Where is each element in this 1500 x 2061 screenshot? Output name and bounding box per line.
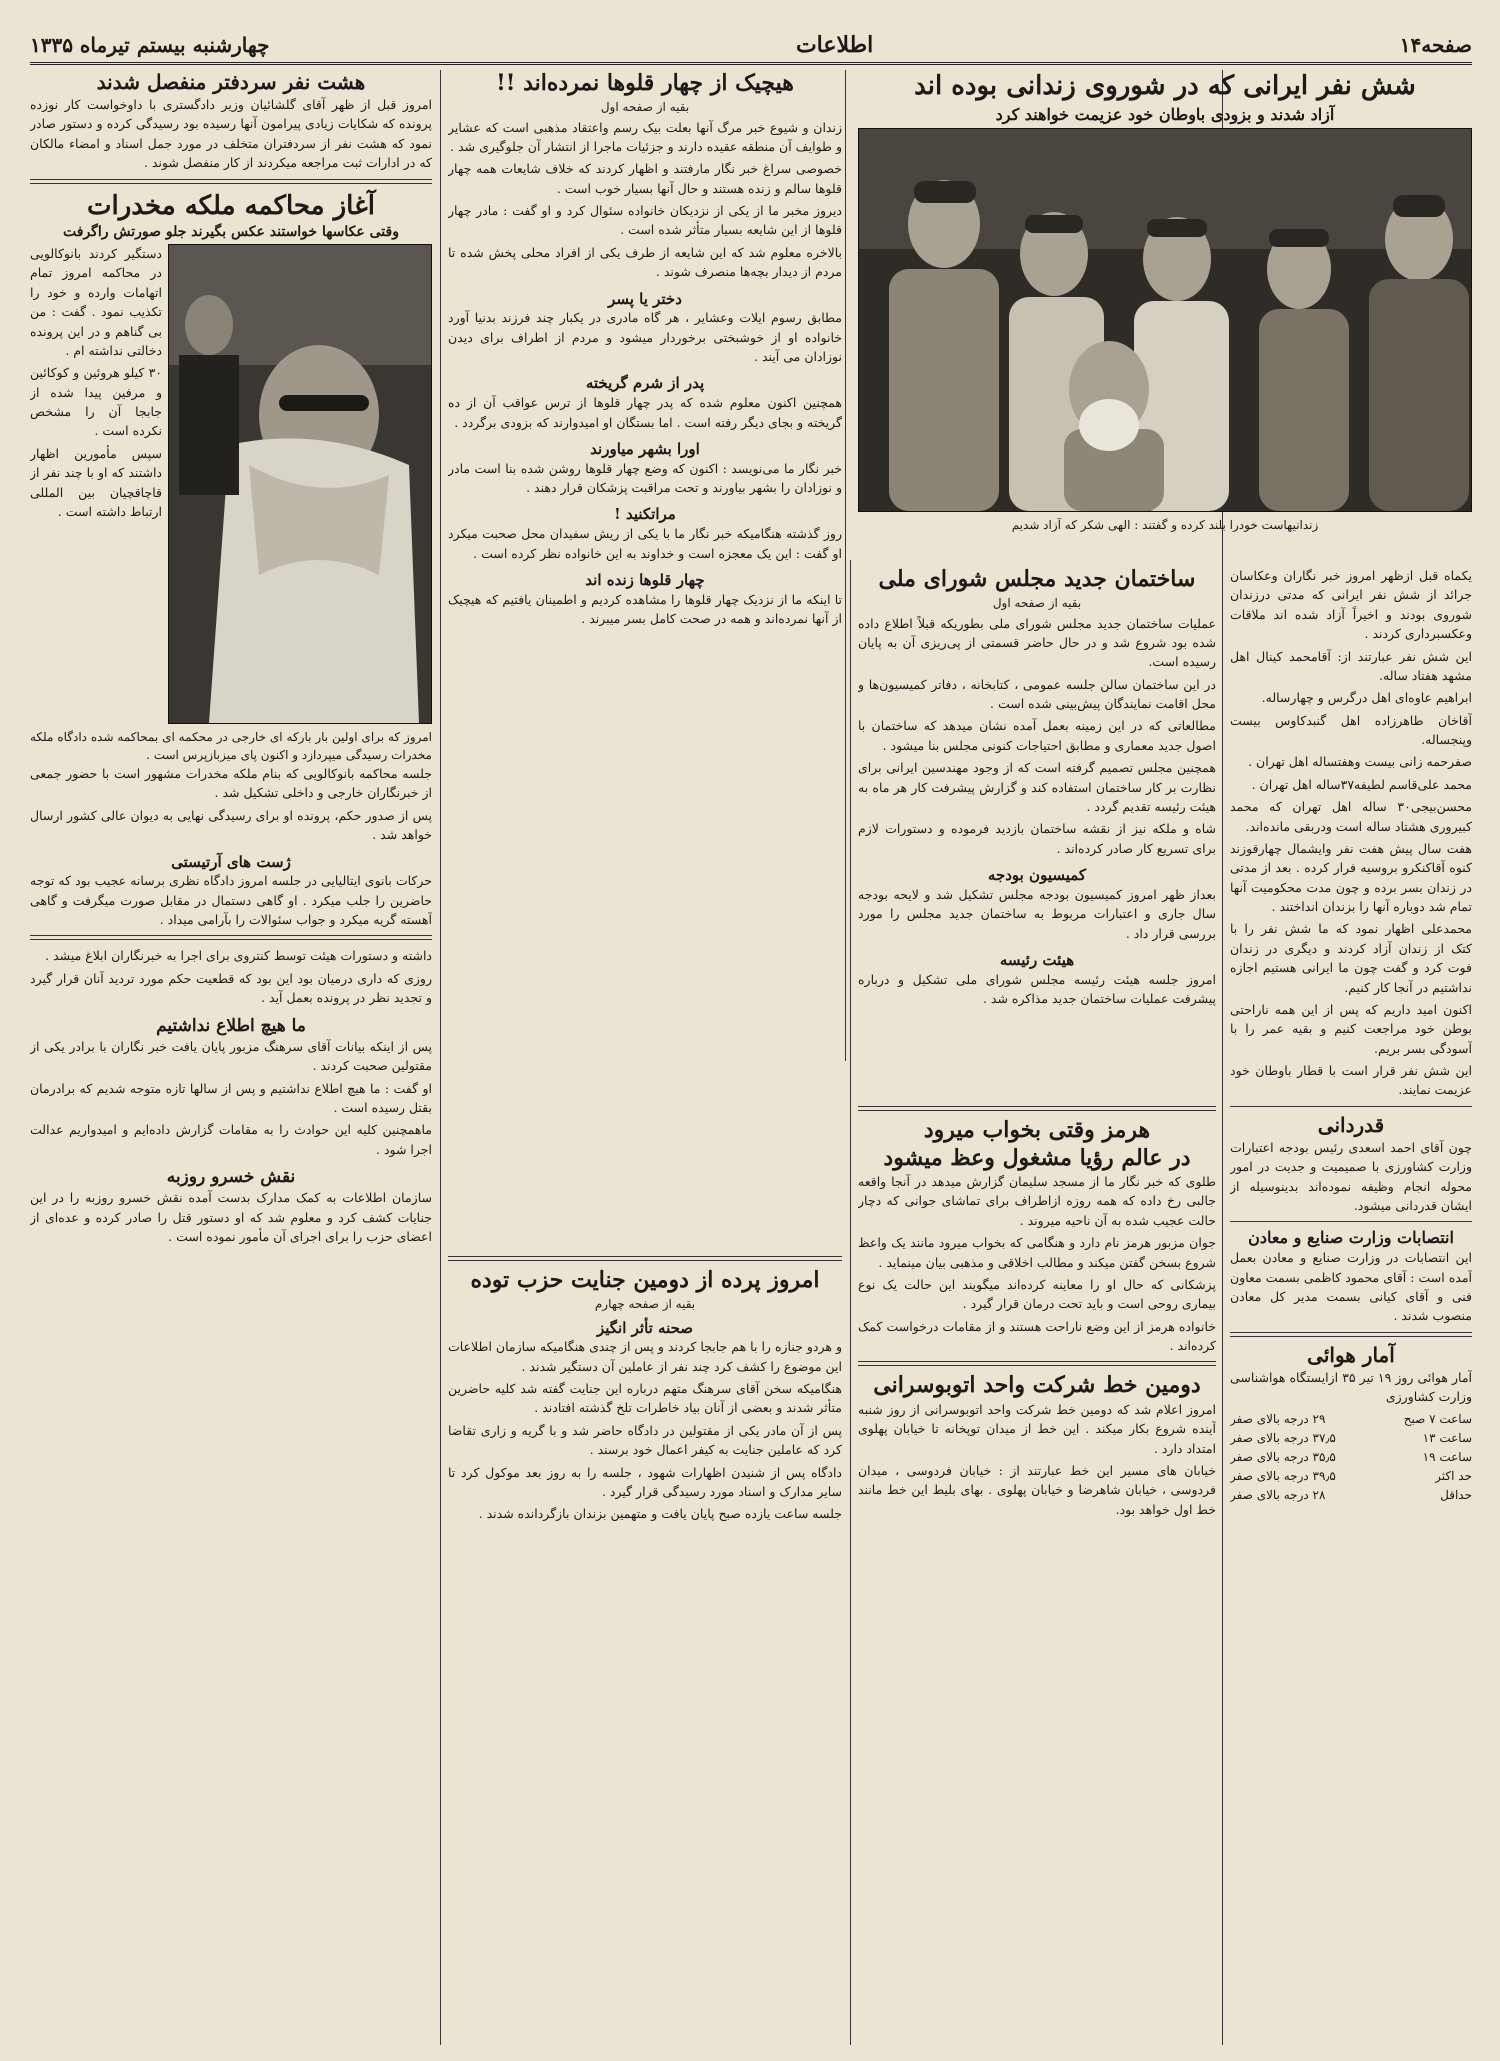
story-prisoners-top [858, 70, 1472, 560]
weather-table [1230, 1410, 1472, 1506]
bus-headline: دومین خط شرکت واحد اتوبوسرانی [873, 1372, 1201, 1399]
prisoners-paragraph: یکماه قبل ازظهر امروز خبر نگاران وعکاسان جرائد از شش نفر ایرانی که مدتی درزندان شوروی بودند و اخیراً آزاد شده اند ملاقات وعکسبرداری کردند . [1230, 568, 1472, 642]
prisoners-subheadline: آزاد شدند و بزودی باوطان خود عزیمت خواهند کرد [995, 104, 1335, 124]
quadruplets-subhead: مراتکنید ! [614, 505, 676, 524]
majlis-board-subhead: هیئت رئیسه [999, 950, 1075, 969]
weather-row [1230, 1429, 1472, 1448]
weather-intro: آمار هوائی روز ۱۹ تیر ۳۵ ازایستگاه هواشناسی وزارت کشاورزی [1230, 1369, 1472, 1405]
masthead [30, 28, 1472, 65]
story-quadruplets [448, 70, 842, 1240]
prisoners-caption: زندانیهاست خودرا بلند کرده و گفتند : الهی شکر که آزاد شدیم [1011, 517, 1319, 532]
weather-value: ۳۹٫۵ درجه بالای صفر [1230, 1469, 1336, 1484]
bus-paragraph: امروز اعلام شد که دومین خط شرکت واحد اتوبوسرانی از روز شنبه آینده شروع بکار میکند . این خط از میدان توپخانه تا خیابان پهلوی امتداد دارد . [858, 1401, 1216, 1456]
column-rule [845, 70, 846, 1061]
story-tudeh [448, 1250, 842, 2045]
majlis-paragraph: در این ساختمان سالن جلسه عمومی ، کتابخانه ، دفاتر کمیسیون‌ها و محل اقامت نمایندگان پیش‌بینی شده است . [858, 676, 1216, 711]
prisoners-paragraph: این شش نفر عبارتند از: آقامحمد کینال اهل مشهد هفتاد ساله. [1230, 648, 1472, 683]
trial-subheadline: وقتی عکاسها خواستند عکس بگیرند جلو صورتش راگرفت [63, 224, 399, 240]
prisoners-paragraph: صفرحمه زانی بیست وهفتساله اهل تهران . [1248, 754, 1472, 770]
appeal-paragraph: ماهمچنین کلیه این حوادث را به مقامات گزارش داده‌ایم و امیدواریم عدالت اجرا شود . [30, 1122, 432, 1157]
weather-headline: آمار هوائی [1307, 1342, 1395, 1367]
quadruplets-subhead: اورا بشهر میاورند [590, 439, 700, 458]
weather-time: ساعت ۱۹ [1422, 1449, 1472, 1464]
column-rule [440, 70, 441, 2045]
weather-value: ۲۹ درجه بالای صفر [1230, 1411, 1326, 1426]
hormoz-paragraph: جوان مزبور هرمز نام دارد و هنگامی که بخواب میرود مانند یک واعظ شروع بسخن گفتن میکند و مطالب اخلاقی و مذهبی بیان مینماید . [858, 1235, 1216, 1270]
tudeh-paragraph: هنگامیکه سخن آقای سرهنگ متهم درباره این جنایت گفته شد کلیه حاضرین متأثر شدند و بعضی از آنان بیاد خاطرات تلخ گذشته افتادند . [448, 1381, 842, 1416]
majlis-paragraph: عملیات ساختمان جدید مجلس شورای ملی بطوریکه قبلاً اطلاع داده شده بود شروع شد و در حال حاضر قسمتی از پی‌ریزی آن به پایان رسیده است. [858, 615, 1216, 670]
weather-time: حد اکثر [1435, 1469, 1472, 1484]
story-majlis [858, 566, 1216, 1036]
prisoners-paragraph: هفت سال پیش هفت نفر وایشمال چهارقوزند کنوه آقاکنکرو بروسیه فرار کرده . بعد از مدتی در زندان بسر برده و چون مدت محکومیت آنها تمام شد دوباره آنها را بزندان انداختند . [1230, 840, 1472, 914]
majlis-paragraph: همچنین مجلس تصمیم گرفته است که از وجود مهندسین ایرانی برای نظارت بر کار ساختمان استفاده کند و گزارش پیشرفت کار هر ماه به هیئت رئیسه تقدیم گردد . [858, 760, 1216, 814]
trial-photo [168, 244, 432, 724]
story-hormoz-bus [858, 1100, 1216, 2045]
prisoners-photo [858, 128, 1472, 512]
quadruplets-text: مطابق رسوم ایلات وعشایر ، هر گاه مادری در یکبار چند فرزند بدنیا آورد خانواده او از خوشبختی برخوردار میشود و مردم از اطراف برای دیدن نوزادان می آیند . [448, 310, 842, 364]
quadruplets-subhead: پدر از شرم گریخته [585, 374, 705, 393]
prisoners-paragraph: ابراهیم عاوه‌ای اهل درگرس و چهارساله. [1261, 690, 1472, 706]
tudeh-paragraph: و هردو جنازه را با هم جابجا کردند و پس از چندی هنگامیکه سازمان اطلاعات این موضوع را کشف کرد چند نفر از عاملین آن دستگیر شدند . [448, 1339, 842, 1374]
appeal-paragraph: پس از اینکه بیانات آقای سرهنگ مزبور پایان یافت خبر نگاران با برادر یکی از مقتولین صحبت کردند . [30, 1038, 432, 1074]
column-rule [850, 560, 851, 2045]
weather-row [1230, 1410, 1472, 1429]
appeal-subhead: نقش خسرو روزبه [166, 1167, 296, 1187]
weather-time: ساعت ۱۳ [1422, 1430, 1472, 1445]
quadruplets-continued: بقیه از صفحه اول [600, 99, 690, 114]
thanks-headline: قدردانی [1317, 1112, 1385, 1137]
right-column [1230, 566, 1472, 2045]
trial-headline: آغاز محاکمه ملکه مخدرات [87, 190, 375, 221]
prisoners-paragraph: محمد علی‌قاسم لطیفه۳۷ساله اهل تهران . [1251, 776, 1472, 792]
majlis-budget-text: بعداز ظهر امروز کمیسیون بودجه مجلس تشکیل شد و لایحه بودجه سال جاری و اعتبارات مربوط به ساختمان جدید مجلس را مورد بررسی قرار داد . [858, 886, 1216, 941]
quadruplets-subhead: دختر یا پسر [608, 289, 682, 308]
tudeh-paragraph: دادگاه پس از شنیدن اظهارات شهود ، جلسه را به روز بعد موکول کرد تا سایر مدارک و اسناد مورد رسیدگی قرار گیرد . [448, 1464, 842, 1499]
appeal-news-text: سازمان اطلاعات به کمک مدارک بدست آمده نقش خسرو روزبه را در این جنایات کشف کرد و معلوم شد که او دستور قتل را صادر کرده و عده‌ای از اعضای حزب را برای اجرای آن مأمور نموده است . [30, 1190, 432, 1244]
majlis-continued: بقیه از صفحه اول [992, 595, 1082, 610]
appeal-paragraph: روزی که داری درمیان بود این بود که قطعیت حکم مورد تردید آنان قرار گیرد و تجدید نظر در پرونده بعمل آید . [30, 970, 432, 1006]
prisoners-paragraph: محسن‌بیجی۳۰ ساله اهل تهران که محمد کبیروری هشتاد ساله است ودربقی مانده‌اند. [1230, 799, 1472, 834]
paper-name: اطلاعات [795, 32, 874, 58]
quadruplets-paragraph: بالاخره معلوم شد که این شایعه از طرف یکی از افراد محلی پخش شده تا مردم از دیدار بچه‌ها منصرف شوند . [448, 244, 842, 280]
page-number: صفحه۱۴ [1399, 33, 1472, 57]
majlis-paragraph: مطالعاتی که در این زمینه بعمل آمده نشان میدهد که ساختمان با اصول جدید معماری و مطابق احتیاجات کنونی مجلس بنا میشود . [858, 718, 1216, 753]
trial-caption: امروز که برای اولین بار بارکه ای خارجی در محکمه ای بمحاکمه شده دادگاه ملکه مخدرات رسیدگی میپردازد و اکنون پای میزبازپرس است . [30, 730, 432, 762]
appeal-headline: ما هیچ اطلاع نداشتیم [156, 1015, 306, 1036]
quadruplets-text: همچنین اکنون معلوم شده که پدر چهار قلوها از ترس عواقب آن از ده گریخته و بجای دیگر رفته است . اما بستگان او امیدوارند که بزودی برگردد . [448, 395, 842, 430]
prisoners-paragraph: محمدعلی اظهار نمود که ما شش نفر را با کتک از زندان آزاد کردند و دیگری در زندان فوت کرد و گفت چون ما ایرانی هستیم اجازه نداشتیم در آنجا کار کنیم. [1230, 921, 1472, 995]
quadruplets-text: تا اینکه ما از نزدیک چهار قلوها را مشاهده کردیم و اطمینان یافتیم که هیچیک از آنها نمرده‌اند و همه در صحت کامل بسر میبرند . [448, 591, 842, 626]
hormoz-headline-2: در عالم رؤیا مشغول وعظ میشود [883, 1144, 1191, 1171]
quadruplets-paragraph: دیروز مخبر ما از یکی از نزدیکان خانواده سئوال کرد و او گفت : مادر چهار قلوها از این شایعه بسیار متأثر شده است . [448, 203, 842, 238]
tudeh-continued: بقیه از صفحه چهارم [594, 1296, 696, 1311]
trial-photo-image [169, 245, 431, 723]
tudeh-paragraph: جلسه ساعت یازده صبح پایان یافت و متهمین بزندان بازگردانده شدند . [478, 1506, 842, 1522]
appointments-headline: انتصابات وزارت صنایع و معادن [1248, 1228, 1454, 1248]
quadruplets-subhead: چهار قلوها زنده اند [585, 570, 705, 589]
trial-subhead: ژست های آرتیستی [171, 852, 291, 871]
thanks-text: چون آقای احمد اسعدی رئیس بودجه اعتبارات وزارت کشاورزی با صمیمیت و جدیت در امور محوله انجام وظیفه نموده‌اند بدینوسیله از ایشان قدردانی میشود. [1230, 1139, 1472, 1213]
weather-value: ۳۵٫۵ درجه بالای صفر [1230, 1449, 1336, 1464]
weather-time: ساعت ۷ صبح [1403, 1411, 1472, 1426]
left-column [30, 70, 432, 2045]
hormoz-paragraph: پزشکانی که حال او را معاینه کرده‌اند میگویند این حالت یک نوع بیماری روحی است و باید تحت درمان قرار گیرد . [858, 1276, 1216, 1312]
weather-value: ۲۸ درجه بالای صفر [1230, 1488, 1326, 1503]
trial-paragraph: جلسه محاکمه بانوکالویی که بنام ملکه مخدرات مشهور است با حضور جمعی از خبرنگاران خارجی و داخلی تشکیل شد . [30, 766, 432, 801]
prisoners-photo-image [859, 129, 1471, 511]
hormoz-paragraph: طلوی که خبر نگار ما از مسجد سلیمان گزارش میدهد در آنجا واقعه جالبی رخ داده که همه روزه ازاطراف برای تماشای جوانی که دچار حالت عجیب شده به آن ناحیه میروند . [858, 1174, 1216, 1228]
eight-notaries-text: امروز قبل از ظهر آقای گلشائیان وزیر دادگستری با داوخواست کار نوزده پرونده که شکایات زیادی پیرامون آنها رسیده بود رسیدگی کرده و دستور صادر نمود که هشت نفر از سردفتران متخلف در مورد جمل اسناد و امضاء مالکان که در ادارات ثبت مراجعه میکردند از کار منفصل شوند . [30, 97, 432, 171]
prisoners-paragraph: آقاخان طاهرزاده اهل گنبدکاوس بیست وپنجساله. [1230, 712, 1472, 747]
trial-paragraph: سپس مأمورین اظهار داشتند که او با چند نفر از قاچاقچیان بین المللی ارتباط داشته است . [30, 445, 162, 519]
quadruplets-text: خبر نگار ما می‌نویسد : اکنون که وضع چهار قلوها روشن شده بنا است مادر و نوزادان را بشهر بیاورند و تحت مراقبت پزشکان قرار دهند . [448, 460, 842, 495]
weather-row [1230, 1448, 1472, 1467]
weather-time: حداقل [1440, 1488, 1472, 1503]
weather-row [1230, 1467, 1472, 1486]
trial-paragraph: ۳۰ کیلو هروئین و کوکائین و مرفین پیدا شده از جابجا آن را مشخص نکرده است . [30, 365, 162, 439]
trial-paragraph: دستگیر کردند بانوکالویی در محاکمه امروز تمام اتهامات وارده و خود را تکذیب نمود . گفت : من بی گناهم و در این پرونده دخالتی نداشته ام . [30, 246, 162, 358]
quadruplets-text: روز گذشته هنگامیکه خبر نگار ما با یکی از ریش سفیدان محل صحبت میکرد او گفت : این یک معجزه است و خداوند به این خانواده نظر کرده است . [448, 526, 842, 561]
majlis-board-text: امروز جلسه هیئت رئیسه مجلس شورای ملی تشکیل و درباره پیشرفت عملیات ساختمان جدید مذاکره شد . [858, 971, 1216, 1006]
majlis-headline: ساختمان جدید مجلس شورای ملی [878, 566, 1196, 592]
quadruplets-paragraph: خصوصی سراغ خبر نگار مارفتند و اظهار کردند که خلاف شایعات همه چهار قلوها سالم و زنده هستند و حال آنها بسیار خوب است . [448, 161, 842, 196]
weather-value: ۳۷٫۵ درجه بالای صفر [1230, 1430, 1336, 1445]
appeal-paragraph: او گفت : ما هیچ اطلاع نداشتیم و پس از سالها تازه متوجه شدیم که برادرمان بقتل رسیده است . [30, 1080, 432, 1115]
prisoners-paragraph: این شش نفر قرار است با قطار باوطان خود عزیمت نمایند. [1230, 1063, 1472, 1098]
prisoners-headline: شش نفر ایرانی که در شوروی زندانی بوده اند [914, 71, 1416, 101]
appointments-text: این انتصابات در وزارت صنایع و معادن بعمل آمده است : آقای محمود کاظمی بسمت معاون فنی و آقای کیانی بسمت مدیر کل معادن منصوب شدند . [1230, 1250, 1472, 1324]
issue-date: چهارشنبه بیستم تیرماه ۱۳۳۵ [30, 33, 270, 57]
hormoz-headline-1: هرمز وقتی بخواب میرود [923, 1117, 1151, 1143]
bus-paragraph: خیابان های مسیر این خط عبارتند از : خیابان فردوسی ، میدان فردوسی ، خیابان شاهرضا و خیابان پهلوی . بهای بلیط این خط مانند خط اول خواهد بود. [858, 1463, 1216, 1517]
appeal-paragraph: داشته و دستورات هیئت توسط کنتروی برای اجرا به خبرنگاران ابلاغ میشد . [45, 948, 432, 964]
majlis-budget-subhead: کمیسیون بودجه [987, 866, 1087, 884]
weather-row [1230, 1486, 1472, 1505]
eight-notaries-headline: هشت نفر سردفتر منفصل شدند [96, 70, 366, 94]
quadruplets-paragraph: زندان و شیوع خبر مرگ آنها بعلت بیک رسم واعتقاد مذهبی است که عشایر و طوایف آن منطقه عقیده دارند و جزئیات ماجرا از انتشار آن جلوگیری شد . [448, 119, 842, 154]
tudeh-subhead: صحنه تأثر انگیز [596, 1318, 694, 1337]
prisoners-paragraph: اکنون امید داریم که پس از این همه ناراحتی بوطن خود مراجعت کنیم و بقیه عمر را با آسودگی بسر بریم. [1230, 1001, 1472, 1056]
quadruplets-headline: هیچیک از چهار قلوها نمرده‌اند !! [496, 70, 794, 96]
trial-gesture-text: حرکات بانوی ایتالیایی در جلسه امروز دادگاه نظری برسانه عجیب بود که توجه حاضرین را جلب میکرد . او گاهی دستمال در مقابل صورت میگرفت و گاهی آهسته گریه میکرد و جواب سئوالات را بآرامی میداد . [30, 873, 432, 927]
tudeh-headline: امروز پرده از دومین جنایت حزب توده [470, 1267, 820, 1293]
tudeh-paragraph: پس از آن مادر یکی از مقتولین در دادگاه حاضر شد و با گریه و زاری تقاضا کرد که عاملین جنایت به کیفر اعمال خود برسند . [448, 1422, 842, 1458]
majlis-paragraph: شاه و ملکه نیز از نقشه ساختمان بازدید فرموده و دستورات لازم برای تسریع کار صادر کرده‌اند . [858, 821, 1216, 856]
trial-paragraph: پس از صدور حکم، پرونده او برای رسیدگی نهایی به دیوان عالی کشور ارسال خواهد شد . [30, 807, 432, 843]
hormoz-paragraph: خانواده هرمز از این وضع ناراحت هستند و از مقامات درخواست کمک کرده‌اند . [858, 1318, 1216, 1353]
